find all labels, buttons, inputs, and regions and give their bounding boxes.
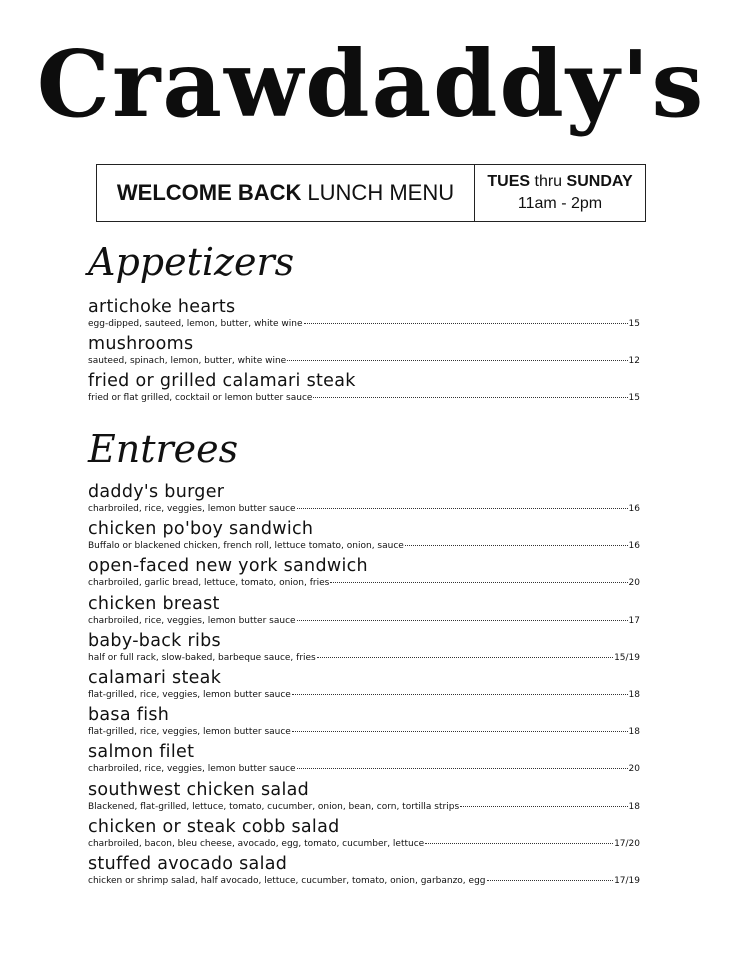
menu-item-description: egg-dipped, sauteed, lemon, butter, white wine	[88, 319, 303, 329]
menu-item-description: fried or flat grilled, cocktail or lemon butter sauce	[88, 393, 313, 404]
menu-item-description: chicken or shrimp salad, half avocado, lettuce, cucumber, tomato, onion, garbanzo, egg	[88, 875, 486, 886]
menu-item-price: 18	[628, 689, 640, 700]
menu-item-detail	[88, 801, 640, 813]
welcome-menu-text: LUNCH MENU	[307, 180, 455, 205]
menu-item	[88, 555, 640, 592]
menu-item-description: charbroiled, rice, veggies, lemon butter sauce	[88, 504, 296, 514]
dot-leader	[317, 657, 613, 658]
menu-item-detail	[88, 763, 640, 775]
menu-item	[88, 741, 640, 778]
menu-item-name: chicken breast	[88, 593, 220, 614]
menu-banner	[96, 164, 646, 222]
menu-item-detail	[88, 838, 640, 850]
opening-hours	[475, 165, 645, 221]
dot-leader	[297, 620, 628, 621]
welcome-bold-text: WELCOME BACK	[116, 180, 302, 205]
menu-item-price: 17/20	[614, 838, 640, 849]
menu-item	[88, 779, 640, 816]
menu-item-detail	[88, 652, 640, 664]
menu-item-detail	[88, 689, 640, 701]
days-line	[487, 171, 632, 193]
dot-leader	[405, 545, 628, 546]
menu-item-name: chicken or steak cobb salad	[88, 816, 340, 837]
menu-item	[88, 296, 640, 333]
appetizers-list	[88, 296, 640, 408]
menu-item	[88, 853, 640, 890]
appetizers-title: Appetizers	[88, 240, 295, 284]
days-start: TUES	[487, 173, 531, 190]
menu-item-name: daddy's burger	[88, 482, 225, 502]
dot-leader	[487, 880, 614, 881]
menu-item-price: 17/19	[614, 875, 640, 886]
menu-item-price: 17	[628, 615, 640, 626]
menu-item-price: 18	[628, 727, 640, 738]
menu-item-description: charbroiled, garlic bread, lettuce, tomato, onion, fries	[88, 578, 330, 589]
menu-item-detail	[88, 615, 640, 627]
menu-item-detail	[88, 392, 640, 404]
menu-item	[88, 481, 640, 518]
menu-item-name: chicken po'boy sandwich	[88, 519, 314, 540]
menu-item	[88, 667, 640, 704]
menu-item-price: 16	[628, 541, 640, 552]
menu-item	[88, 370, 640, 407]
hours-text: 11am - 2pm	[517, 195, 603, 212]
menu-item-price: 18	[628, 801, 640, 812]
menu-item-name: open-faced new york sandwich	[88, 556, 368, 577]
menu-item-detail	[88, 318, 640, 330]
menu-item-price: 15	[628, 393, 640, 404]
menu-item-name: calamari steak	[88, 667, 222, 688]
dot-leader	[287, 360, 627, 361]
menu-item-description: Buffalo or blackened chicken, french roll, lettuce tomato, onion, sauce	[88, 541, 404, 552]
days-end: SUNDAY	[566, 173, 633, 190]
welcome-heading	[97, 165, 475, 221]
menu-item-price: 15	[628, 319, 640, 329]
menu-item-detail	[88, 540, 640, 552]
menu-item	[88, 593, 640, 630]
menu-item	[88, 816, 640, 853]
dot-leader	[292, 694, 628, 695]
menu-item-price: 12	[628, 356, 640, 367]
menu-item-detail	[88, 577, 640, 589]
dot-leader	[297, 508, 628, 509]
menu-item-description: Blackened, flat-grilled, lettuce, tomato, cucumber, onion, bean, corn, tortilla strips	[88, 801, 460, 812]
dot-leader	[292, 731, 628, 732]
menu-item-description: half or full rack, slow-baked, barbeque sauce, fries	[88, 652, 316, 663]
menu-item	[88, 518, 640, 555]
dot-leader	[330, 582, 627, 583]
menu-item-detail	[88, 875, 640, 887]
menu-item	[88, 630, 640, 667]
menu-item	[88, 333, 640, 370]
dot-leader	[460, 806, 627, 807]
restaurant-logo: Crawdaddy's	[36, 30, 706, 138]
menu-item-description: charbroiled, rice, veggies, lemon butter sauce	[88, 764, 296, 775]
menu-item-price: 16	[628, 504, 640, 514]
menu-item-price: 20	[628, 578, 640, 589]
menu-item-name: southwest chicken salad	[88, 779, 310, 800]
menu-item-name: basa fish	[88, 705, 170, 726]
menu-item-price: 15/19	[614, 652, 640, 663]
menu-item-description: sauteed, spinach, lemon, butter, white wine	[88, 356, 287, 367]
dot-leader	[304, 323, 628, 324]
menu-item	[88, 704, 640, 741]
days-mid: thru	[534, 173, 563, 190]
menu-item-name: baby-back ribs	[88, 630, 221, 651]
menu-item-detail	[88, 726, 640, 738]
menu-item-description: charbroiled, rice, veggies, lemon butter sauce	[88, 615, 296, 626]
menu-item-detail	[88, 355, 640, 367]
dot-leader	[297, 768, 628, 769]
dot-leader	[313, 397, 627, 398]
menu-item-name: stuffed avocado salad	[88, 853, 288, 874]
menu-item-detail	[88, 503, 640, 515]
menu-item-name: fried or grilled calamari steak	[88, 371, 356, 392]
menu-item-description: flat-grilled, rice, veggies, lemon butter sauce	[88, 727, 291, 738]
menu-item-description: flat-grilled, rice, veggies, lemon butter sauce	[88, 689, 291, 700]
entrees-list	[88, 481, 640, 890]
menu-item-name: salmon filet	[88, 742, 195, 763]
menu-item-name: artichoke hearts	[88, 297, 236, 317]
entrees-title: Entrees	[88, 427, 239, 471]
dot-leader	[425, 843, 613, 844]
menu-item-price: 20	[628, 764, 640, 775]
menu-item-name: mushrooms	[88, 334, 194, 355]
menu-item-description: charbroiled, bacon, bleu cheese, avocado, egg, tomato, cucumber, lettuce	[88, 838, 425, 849]
